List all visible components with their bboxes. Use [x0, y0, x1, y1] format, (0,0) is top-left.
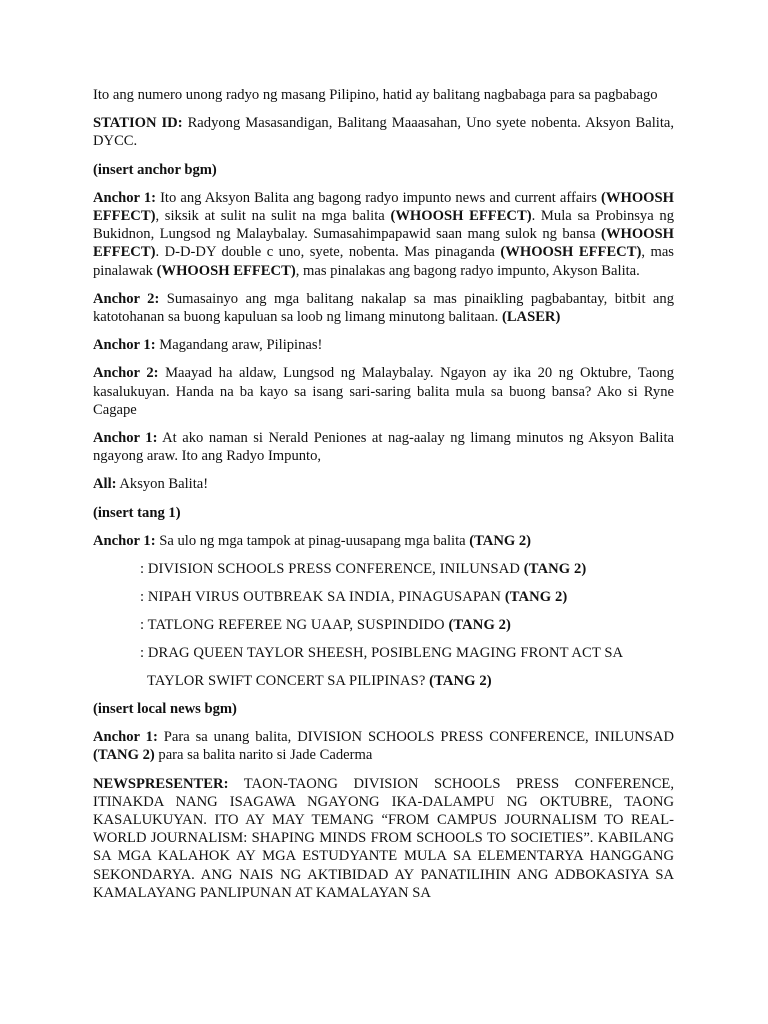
- script-paragraph: [93, 86, 674, 104]
- bold-cue: Anchor 1:: [93, 532, 156, 549]
- bold-cue: (LASER): [501, 309, 561, 326]
- bold-cue: (insert anchor bgm): [93, 161, 217, 178]
- script-text: Sumasainyo ang mga balitang nakalap sa mas pinaikling pagbabantay, bitbit ang katotohanan sa buong kapuluan sa loob ng limang minutong balitaan.: [93, 290, 674, 326]
- script-paragraph: [93, 114, 674, 150]
- headline-list: [93, 560, 674, 690]
- script-text: . Mula sa Probinsya ng Bukidnon, Lungsod ng Malaybalay. Sumasahimpapawid saan mang sulok ng bansa: [93, 208, 674, 243]
- script-text: : DIVISION SCHOOLS PRESS CONFERENCE, INILUNSAD: [140, 561, 524, 578]
- script-text: Sa ulo ng mga tampok at pinag-uusapang mga balita: [155, 532, 470, 549]
- bold-cue: Anchor 1:: [93, 337, 156, 354]
- bold-cue: (WHOOSH EFFECT): [390, 208, 532, 225]
- bold-cue: (WHOOSH EFFECT): [93, 189, 674, 225]
- script-text: para sa balita narito si Jade Caderma: [154, 747, 373, 764]
- script-text: : TATLONG REFEREE NG UAAP, SUSPINDIDO: [140, 617, 449, 634]
- script-text: , mas pinalawak: [93, 244, 674, 279]
- script-intro: [93, 86, 674, 550]
- script-text: Radyong Masasandigan, Balitang Maaasahan, Uno syete nobenta. Aksyon Balita, DYCC.: [93, 115, 674, 150]
- script-paragraph: [93, 532, 674, 550]
- headline-item: [93, 672, 674, 690]
- bold-cue: (insert tang 1): [93, 504, 181, 521]
- script-text: Ito ang numero unong radyo ng masang Pilipino, hatid ay balitang nagbabaga para sa pagbabago: [93, 87, 658, 103]
- bold-cue: (TANG 2): [448, 617, 511, 634]
- headline-item: [93, 616, 674, 634]
- script-paragraph: [93, 336, 674, 354]
- headline-item: [93, 588, 674, 606]
- script-text: TAYLOR SWIFT CONCERT SA PILIPINAS?: [147, 673, 430, 690]
- bold-cue: (WHOOSH EFFECT): [93, 226, 674, 261]
- script-text: Ito ang Aksyon Balita ang bagong radyo impunto news and current affairs: [156, 189, 602, 206]
- bold-cue: STATION ID:: [93, 115, 183, 132]
- bold-cue: All:: [93, 476, 117, 493]
- bold-cue: Anchor 2:: [93, 365, 159, 382]
- bold-cue: (insert local news bgm): [93, 701, 237, 718]
- document-page: [93, 86, 674, 912]
- bold-cue: (TANG 2): [504, 589, 568, 606]
- script-paragraph: [93, 475, 674, 493]
- script-text: , siksik at sulit na sulit na mga balita: [155, 208, 391, 225]
- script-paragraph: [93, 290, 674, 326]
- script-text: Magandang araw, Pilipinas!: [155, 337, 323, 354]
- script-paragraph: [93, 504, 674, 522]
- script-text: Para sa unang balita, DIVISION SCHOOLS PRESS CONFERENCE, INILUNSAD: [157, 729, 674, 746]
- script-paragraph: [93, 161, 674, 179]
- bold-cue: Anchor 1:: [93, 430, 158, 447]
- bold-cue: (WHOOSH EFFECT): [156, 262, 296, 279]
- script-text: Aksyon Balita!: [116, 476, 209, 493]
- bold-cue: (TANG 2): [429, 673, 492, 690]
- headline-item: [93, 560, 674, 578]
- script-text: TAON-TAONG DIVISION SCHOOLS PRESS CONFERENCE, ITINAKDA NANG ISAGAWA NGAYONG IKA-DALAMPU NG OKTUBRE, TAONG KASALUKUYAN. ITO AY MAY TEMANG “FROM CAMPUS JOURNALISM TO REAL-WORLD JOURNALISM: SHAPING MINDS FROM SCHOOLS TO SOCIETIES”. KABILANG SA MGA KALAHOK AY MGA ESTUDYANTE MULA SA ELEMENTARYA HANGGANG SEKONDARYA. ANG NAIS NG AKTIBIDAD AY PANATILIHIN ANG ADBOKASIYA SA KAMALAYANG PANLIPUNAN AT KAMALAYAN SA: [93, 775, 674, 901]
- script-body: [93, 700, 674, 902]
- script-text: : NIPAH VIRUS OUTBREAK SA INDIA, PINAGUSAPAN: [140, 589, 505, 606]
- script-text: : DRAG QUEEN TAYLOR SHEESH, POSIBLENG MAGING FRONT ACT SA: [140, 645, 624, 662]
- bold-cue: (WHOOSH EFFECT): [500, 244, 642, 261]
- bold-cue: NEWSPRESENTER:: [93, 775, 229, 792]
- script-text: At ako naman si Nerald Peniones at nag-aalay ng limang minutos ng Aksyon Balita ngayong araw. Ito ang Radyo Impunto,: [93, 430, 674, 465]
- script-paragraph: [93, 700, 674, 718]
- bold-cue: Anchor 1:: [93, 189, 156, 206]
- script-paragraph: [93, 775, 674, 902]
- bold-cue: Anchor 2:: [93, 290, 160, 307]
- script-paragraph: [93, 189, 674, 280]
- headline-item: [93, 644, 674, 662]
- script-text: Maayad ha aldaw, Lungsod ng Malaybalay. Ngayon ay ika 20 ng Oktubre, Taong kasalukuyan. Handa na ba kayo sa isang sari-saring balita mula sa buong bansa? Ako si Ryne Cagape: [93, 365, 674, 418]
- bold-cue: (TANG 2): [93, 747, 155, 764]
- bold-cue: (TANG 2): [469, 532, 532, 549]
- script-text: . D-D-DY double c uno, syete, nobenta. Mas pinaganda: [155, 244, 501, 261]
- script-paragraph: [93, 728, 674, 764]
- script-paragraph: [93, 429, 674, 465]
- script-text: , mas pinalakas ang bagong radyo impunto, Akyson Balita.: [295, 262, 640, 279]
- bold-cue: (TANG 2): [523, 561, 587, 578]
- bold-cue: Anchor 1:: [93, 729, 158, 746]
- script-paragraph: [93, 364, 674, 419]
